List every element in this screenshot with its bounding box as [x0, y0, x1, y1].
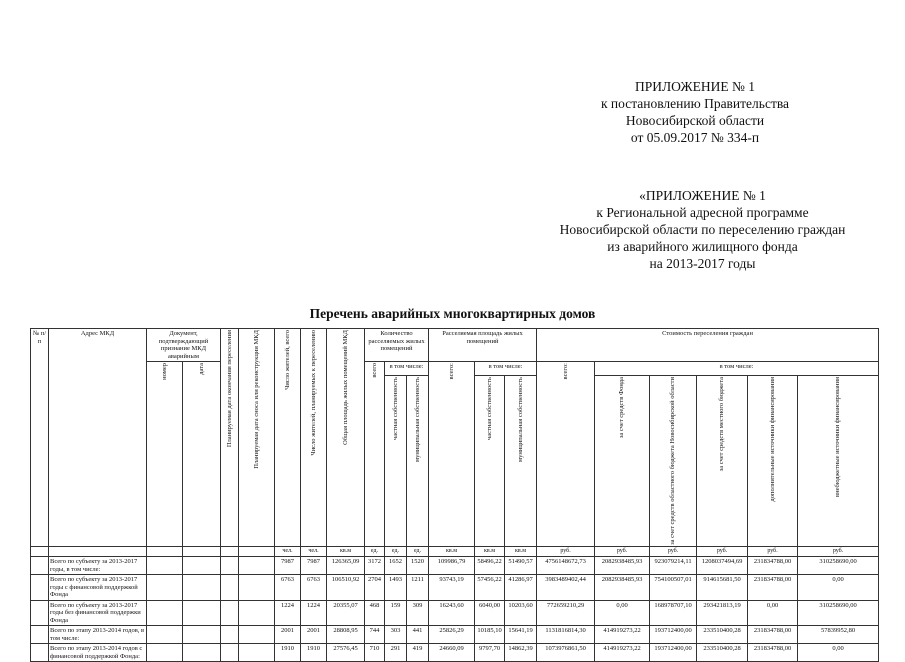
header-planned-resettle: Планируемая дата окончания переселения — [221, 329, 239, 547]
value-cell: 2001 — [301, 626, 327, 644]
unit-cell: руб. — [537, 546, 595, 557]
unit-cell: ед. — [385, 546, 407, 557]
value-cell: 4756148672,73 — [537, 557, 595, 575]
value-cell: 10185,10 — [475, 626, 505, 644]
header-residents: Число жителей, всего — [275, 329, 301, 547]
empty-cell — [239, 600, 275, 626]
value-cell: 9797,70 — [475, 644, 505, 662]
value-cell: 231834788,00 — [748, 644, 798, 662]
value-cell: 193712400,00 — [650, 626, 697, 644]
address-cell: Всего по этапу 2013-2014 годов, в том числе: — [49, 626, 147, 644]
value-cell: 310258690,00 — [798, 600, 879, 626]
value-cell: 744 — [365, 626, 385, 644]
header-regional: за счет средств областного бюджета Новосибирской области — [650, 376, 697, 547]
value-cell: 468 — [365, 600, 385, 626]
unit-cell: кв.м — [505, 546, 537, 557]
value-cell: 14862,39 — [505, 644, 537, 662]
header-municipal: муниципальная собственность — [407, 376, 429, 547]
value-cell: 15641,19 — [505, 626, 537, 644]
empty-cell — [221, 557, 239, 575]
value-cell: 233510400,28 — [697, 644, 748, 662]
value-cell: 231834788,00 — [748, 557, 798, 575]
empty-cell — [221, 626, 239, 644]
empty-cell — [239, 557, 275, 575]
unit-cell: кв.м — [429, 546, 475, 557]
value-cell: 28808,95 — [327, 626, 365, 644]
value-cell: 1493 — [385, 575, 407, 601]
list-title: Перечень аварийных многоквартирных домов — [309, 306, 596, 321]
value-cell: 109986,79 — [429, 557, 475, 575]
value-cell: 233510400,28 — [697, 626, 748, 644]
value-cell: 6040,00 — [475, 600, 505, 626]
empty-cell — [147, 575, 183, 601]
appendix-1-header — [560, 78, 830, 146]
value-cell: 414919273,22 — [595, 644, 650, 662]
num-cell — [31, 575, 49, 601]
empty-cell — [239, 626, 275, 644]
value-cell: 10203,60 — [505, 600, 537, 626]
value-cell: 293421813,19 — [697, 600, 748, 626]
value-cell: 710 — [365, 644, 385, 662]
num-cell — [31, 626, 49, 644]
empty-cell — [147, 557, 183, 575]
value-cell: 231834788,00 — [748, 575, 798, 601]
header-cost-in-that: в том числе: — [595, 362, 879, 376]
appendix-2-line: Новосибирской области по переселению граждан — [559, 222, 846, 237]
header-num: № п/п — [31, 329, 49, 547]
unit-cell: руб. — [798, 546, 879, 557]
value-cell: 441 — [407, 626, 429, 644]
value-cell: 126365,09 — [327, 557, 365, 575]
num-cell — [31, 600, 49, 626]
unit-cell: кв.м — [327, 546, 365, 557]
empty-cell — [183, 575, 221, 601]
value-cell: 41286,97 — [505, 575, 537, 601]
header-area-private: частная собственность — [475, 376, 505, 547]
value-cell: 3172 — [365, 557, 385, 575]
empty-cell — [183, 626, 221, 644]
value-cell: 2082938485,93 — [595, 575, 650, 601]
unit-cell: руб. — [697, 546, 748, 557]
value-cell: 27576,45 — [327, 644, 365, 662]
header-document: Документ, подтверждающий признание МКД аварийным — [147, 329, 221, 362]
header-private: частная собственность — [385, 376, 407, 547]
header-fund: за счет средств Фонда — [595, 376, 650, 547]
units-row — [31, 546, 879, 557]
unit-cell: ед. — [365, 546, 385, 557]
value-cell: 24660,09 — [429, 644, 475, 662]
value-cell: 2001 — [275, 626, 301, 644]
value-cell: 6763 — [301, 575, 327, 601]
num-cell — [31, 557, 49, 575]
header-count-in-that: в том числе: — [385, 362, 429, 376]
appendix-2-title: «ПРИЛОЖЕНИЕ № 1 — [639, 188, 766, 203]
appendix-2-line: из аварийного жилищного фонда — [607, 239, 798, 254]
value-cell: 2704 — [365, 575, 385, 601]
value-cell: 51490,57 — [505, 557, 537, 575]
table-row — [31, 626, 879, 644]
value-cell: 419 — [407, 644, 429, 662]
header-doc-number: номер — [147, 362, 183, 547]
unit-cell: чел. — [301, 546, 327, 557]
value-cell: 57839952,80 — [798, 626, 879, 644]
header-area-group: Расселяемая площадь жилых помещений — [429, 329, 537, 362]
value-cell: 25826,29 — [429, 626, 475, 644]
header-residents-planned: Число жителей, планируемых к переселению — [301, 329, 327, 547]
value-cell: 0,00 — [748, 600, 798, 626]
appendix-1-line: к постановлению Правительства — [600, 96, 790, 111]
unit-cell: руб. — [748, 546, 798, 557]
value-cell: 0,00 — [798, 644, 879, 662]
value-cell: 20355,07 — [327, 600, 365, 626]
value-cell: 923079214,11 — [650, 557, 697, 575]
empty-cell — [221, 644, 239, 662]
empty-cell — [183, 644, 221, 662]
unit-cell: ед. — [407, 546, 429, 557]
value-cell: 414919273,22 — [595, 626, 650, 644]
table-body — [31, 557, 879, 662]
value-cell: 2082938485,93 — [595, 557, 650, 575]
value-cell: 0,00 — [595, 600, 650, 626]
empty-cell — [239, 644, 275, 662]
value-cell: 16243,60 — [429, 600, 475, 626]
empty-cell — [147, 644, 183, 662]
empty-cell — [221, 600, 239, 626]
value-cell: 1073976861,50 — [537, 644, 595, 662]
houses-table — [30, 328, 879, 662]
table-row — [31, 575, 879, 601]
table-row — [31, 644, 879, 662]
value-cell: 310258690,00 — [798, 557, 879, 575]
appendix-2-line: к Региональной адресной программе — [596, 205, 809, 220]
header-address: Адрес МКД — [49, 329, 147, 547]
unit-cell: кв.м — [475, 546, 505, 557]
address-cell: Всего по этапу 2013-2014 годов с финансовой поддержкой Фонда: — [49, 644, 147, 662]
header-area-municipal: муниципальная собственность — [505, 376, 537, 547]
value-cell: 3983489402,44 — [537, 575, 595, 601]
appendix-1-line: Новосибирской области — [625, 113, 765, 128]
header-cost-total: всего: — [537, 362, 595, 547]
value-cell: 93743,19 — [429, 575, 475, 601]
unit-cell: руб. — [650, 546, 697, 557]
appendix-2-line: на 2013-2017 годы — [649, 256, 756, 271]
empty-cell — [147, 626, 183, 644]
value-cell: 159 — [385, 600, 407, 626]
header-area-total: всего: — [429, 362, 475, 547]
value-cell: 193712400,00 — [650, 644, 697, 662]
value-cell: 1208037494,69 — [697, 557, 748, 575]
empty-cell — [221, 575, 239, 601]
header-additional: дополнительные источники финансирования — [748, 376, 798, 547]
value-cell: 231834788,00 — [748, 626, 798, 644]
value-cell: 1520 — [407, 557, 429, 575]
table-row — [31, 557, 879, 575]
value-cell: 1211 — [407, 575, 429, 601]
address-cell: Всего по субъекту за 2013-2017 годы, в том числе: — [49, 557, 147, 575]
value-cell: 303 — [385, 626, 407, 644]
address-cell: Всего по субъекту за 2013-2017 годы с финансовой поддержкой Фонда — [49, 575, 147, 601]
value-cell: 291 — [385, 644, 407, 662]
unit-cell: руб. — [595, 546, 650, 557]
value-cell: 168978707,10 — [650, 600, 697, 626]
header-planned-demolish: Планируемая дата сноса или реконструкции МКД — [239, 329, 275, 547]
value-cell: 914615681,50 — [697, 575, 748, 601]
unit-cell: чел. — [275, 546, 301, 557]
header-extra: внебюджетные источники финансирования — [798, 376, 879, 547]
appendix-1-date: от 05.09.2017 № 334-п — [630, 130, 760, 145]
value-cell: 754100507,01 — [650, 575, 697, 601]
header-count-group: Количество расселяемых жилых помещений — [365, 329, 429, 362]
empty-cell — [183, 600, 221, 626]
header-count-total: всего — [365, 362, 385, 547]
header-area-in-that: в том числе: — [475, 362, 537, 376]
header-total-area: Общая площадь жилых помещений МКД — [327, 329, 365, 547]
num-cell — [31, 644, 49, 662]
value-cell: 1910 — [275, 644, 301, 662]
header-doc-date: дата — [183, 362, 221, 547]
value-cell: 7987 — [275, 557, 301, 575]
value-cell: 57456,22 — [475, 575, 505, 601]
appendix-1-title: ПРИЛОЖЕНИЕ № 1 — [634, 79, 756, 94]
value-cell: 1224 — [301, 600, 327, 626]
value-cell: 772659210,29 — [537, 600, 595, 626]
value-cell: 58496,22 — [475, 557, 505, 575]
value-cell: 1131816814,30 — [537, 626, 595, 644]
value-cell: 7987 — [301, 557, 327, 575]
header-cost-group: Стоимость переселения граждан — [537, 329, 879, 362]
empty-cell — [239, 575, 275, 601]
address-cell: Всего по субъекту за 2013-2017 годы без финансовой поддержки Фонда — [49, 600, 147, 626]
value-cell: 0,00 — [798, 575, 879, 601]
value-cell: 1910 — [301, 644, 327, 662]
value-cell: 1652 — [385, 557, 407, 575]
header-local: за счет средств местного бюджета — [697, 376, 748, 547]
value-cell: 1224 — [275, 600, 301, 626]
empty-cell — [147, 600, 183, 626]
table-row — [31, 600, 879, 626]
empty-cell — [183, 557, 221, 575]
value-cell: 309 — [407, 600, 429, 626]
value-cell: 106510,92 — [327, 575, 365, 601]
appendix-2-header — [525, 187, 880, 272]
value-cell: 6763 — [275, 575, 301, 601]
